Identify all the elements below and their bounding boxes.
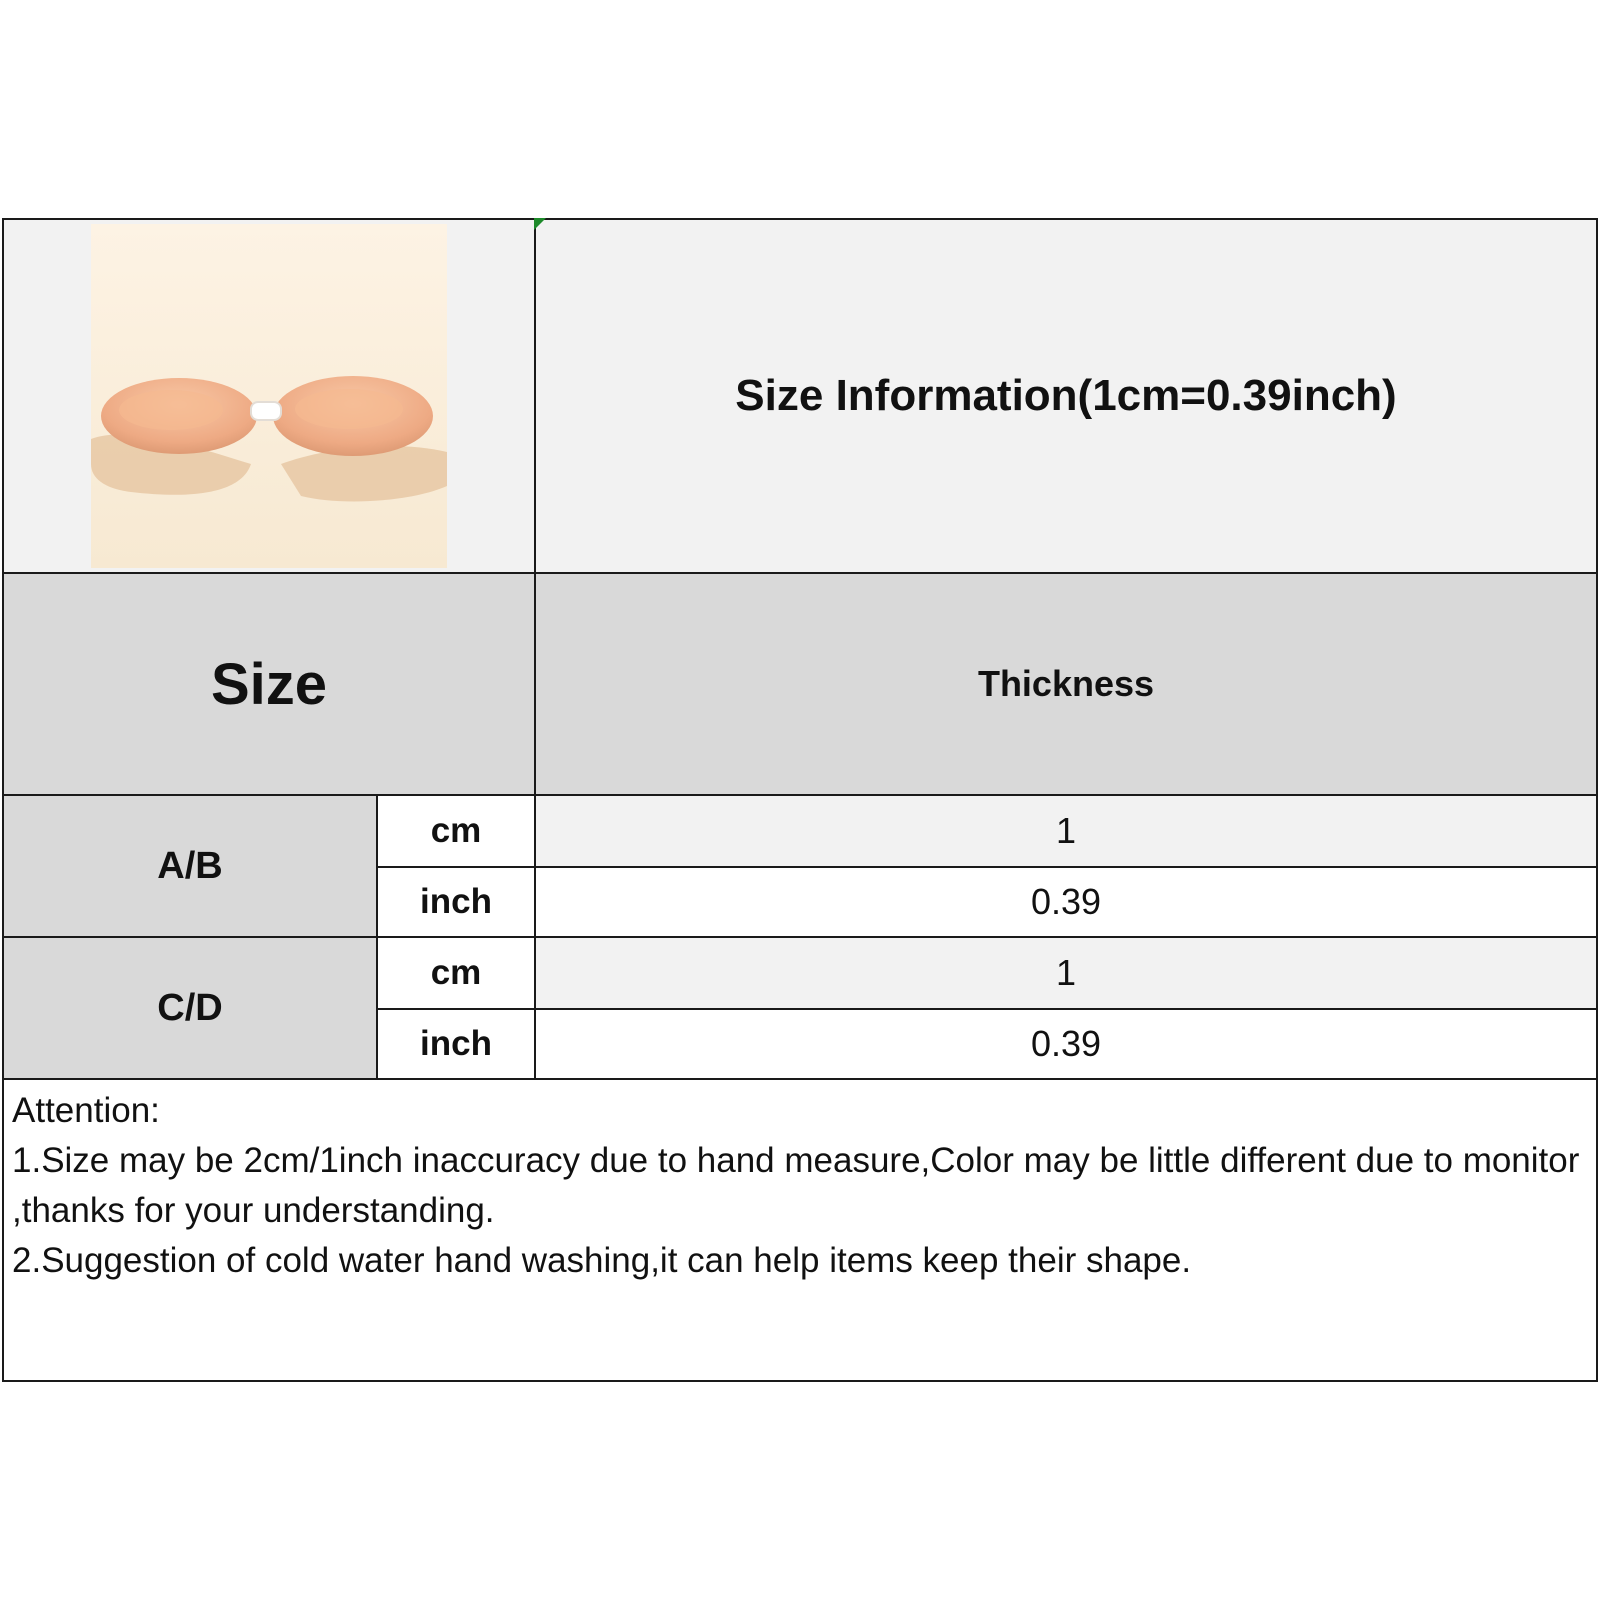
unit-label: inch <box>376 1008 536 1080</box>
thickness-value: 0.39 <box>534 1008 1598 1080</box>
unit-label: cm <box>376 936 536 1010</box>
product-image-cell <box>2 218 536 574</box>
thickness-value: 1 <box>534 936 1598 1010</box>
thickness-value: 0.39 <box>534 866 1598 938</box>
thickness-value: 1 <box>534 794 1598 868</box>
size-information-title: Size Information(1cm=0.39inch) <box>534 218 1598 574</box>
size-group-label: A/B <box>2 794 378 938</box>
size-group-label: C/D <box>2 936 378 1080</box>
attention-notes <box>2 1078 1598 1382</box>
attention-note-1: 1.Size may be 2cm/1inch inaccuracy due to hand measure,Color may be little different due to monitor ,thanks for your understanding. <box>12 1141 1580 1230</box>
silicone-nipple-cover-bra-icon <box>91 224 447 568</box>
attention-heading: Attention: <box>12 1091 160 1130</box>
attention-note-2: 2.Suggestion of cold water hand washing,it can help items keep their shape. <box>12 1241 1192 1280</box>
unit-label: cm <box>376 794 536 868</box>
size-column-header: Size <box>2 572 536 796</box>
cell-corner-marker <box>534 218 546 230</box>
thickness-column-header: Thickness <box>534 572 1598 796</box>
size-chart-sheet <box>2 218 1598 1382</box>
unit-label: inch <box>376 866 536 938</box>
